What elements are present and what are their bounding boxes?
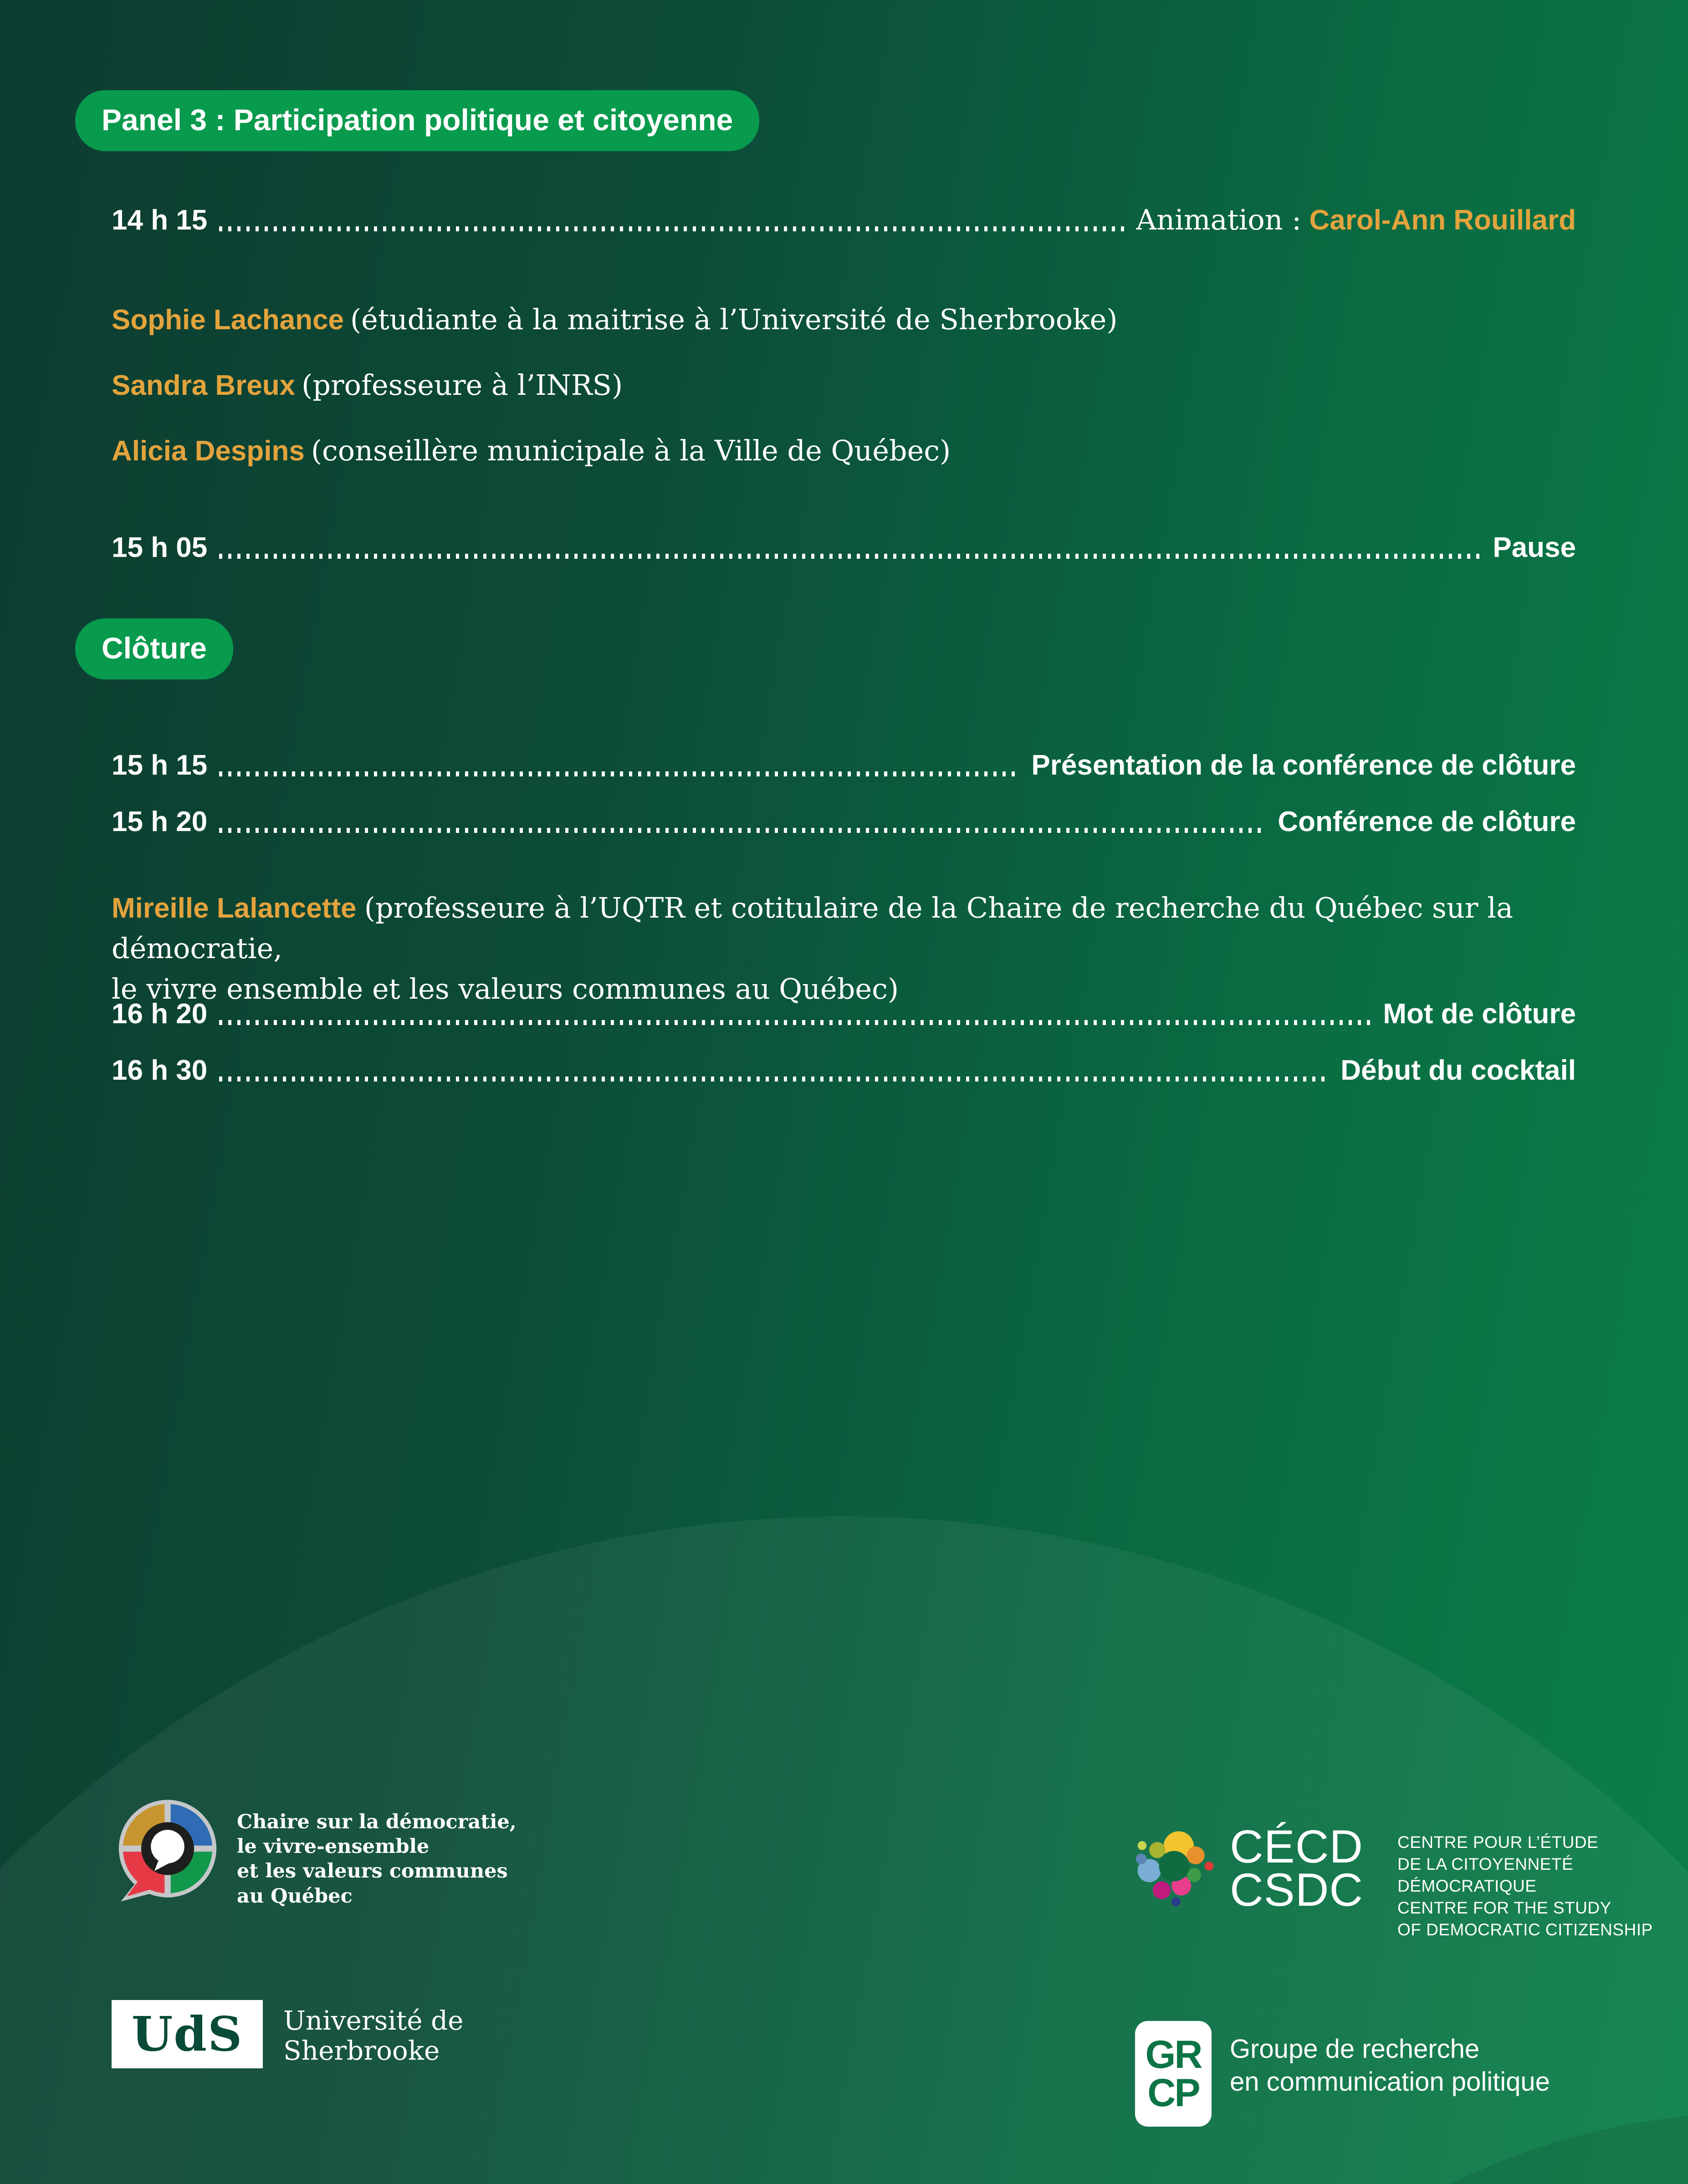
schedule-time: 15 h 15 bbox=[112, 750, 208, 781]
uds-line1: Université de bbox=[283, 2005, 464, 2036]
speaker-name: Sandra Breux bbox=[112, 370, 296, 401]
dotted-leader bbox=[219, 1020, 1371, 1025]
speaker-detail: (conseillère municipale à la Ville de Québec) bbox=[311, 434, 951, 467]
schedule-label: Conférence de clôture bbox=[1278, 806, 1576, 837]
dotted-leader bbox=[219, 1077, 1329, 1082]
speaker-name: Alicia Despins bbox=[112, 435, 305, 467]
schedule-row-cocktail bbox=[112, 1056, 1576, 1085]
speaker-detail: (professeure à l’INRS) bbox=[302, 368, 623, 402]
dotted-leader bbox=[219, 554, 1481, 559]
cecd-logo bbox=[1130, 1820, 1219, 1909]
speaker-detail-line2: le vivre ensemble et les valeurs communes au Québec) bbox=[112, 972, 899, 1006]
uds-acronym: UdS bbox=[131, 2006, 243, 2062]
speaker-row bbox=[112, 304, 1118, 336]
grcp-line2: en communication politique bbox=[1230, 2067, 1550, 2097]
chaire-line3: et les valeurs communes bbox=[237, 1860, 508, 1883]
dotted-leader bbox=[219, 828, 1266, 833]
grcp-acronym-top: GR bbox=[1145, 2032, 1202, 2077]
animation-prefix: Animation : bbox=[1136, 203, 1302, 236]
schedule-time: 15 h 20 bbox=[112, 806, 208, 837]
schedule-time: 14 h 15 bbox=[112, 204, 208, 236]
schedule-row-animation bbox=[112, 203, 1576, 236]
speaker-detail: (étudiante à la maitrise à l’Université de Sherbrooke) bbox=[350, 303, 1118, 336]
chaire-democratie-title bbox=[237, 1810, 517, 1908]
cecd-full-name bbox=[1397, 1832, 1688, 1941]
schedule-time: 16 h 30 bbox=[112, 1055, 208, 1086]
speaker-name: Mireille Lalancette bbox=[112, 893, 357, 924]
chaire-line4: au Québec bbox=[237, 1884, 353, 1908]
schedule-time: 16 h 20 bbox=[112, 998, 208, 1030]
grcp-line1: Groupe de recherche bbox=[1230, 2034, 1480, 2064]
uds-full-name bbox=[283, 2005, 463, 2066]
cecd-line4: OF DEMOCRATIC CITIZENSHIP bbox=[1397, 1920, 1653, 1939]
grcp-acronym-bottom: CP bbox=[1147, 2071, 1199, 2115]
dotted-leader bbox=[219, 771, 1019, 776]
schedule-label: Présentation de la conférence de clôture bbox=[1031, 750, 1576, 781]
chaire-democratie-logo bbox=[115, 1798, 220, 1903]
speaker-detail-line1: (professeure à l’UQTR et cotitulaire de la Chaire de recherche du Québec sur la démocratie, bbox=[112, 891, 1513, 965]
schedule-label bbox=[1136, 203, 1576, 236]
uds-logo-box bbox=[112, 2000, 263, 2068]
grcp-logo-box bbox=[1135, 2021, 1212, 2127]
cecd-line1: CENTRE POUR L’ÉTUDE bbox=[1397, 1833, 1599, 1852]
section-badge-cloture: Clôture bbox=[75, 618, 233, 679]
speaker-block-keynote bbox=[112, 888, 1611, 1010]
section-badge-panel3: Panel 3 : Participation politique et citoyenne bbox=[75, 90, 759, 151]
schedule-row-conference bbox=[112, 808, 1576, 836]
cecd-acronym-en: CSDC bbox=[1230, 1863, 1364, 1916]
uds-line2: Sherbrooke bbox=[283, 2035, 440, 2067]
schedule-row-pause bbox=[112, 534, 1576, 562]
animation-host-name: Carol-Ann Rouillard bbox=[1309, 204, 1576, 236]
cecd-acronym-fr: CÉCD bbox=[1230, 1821, 1364, 1873]
speaker-row bbox=[112, 370, 623, 401]
cecd-acronyms bbox=[1230, 1821, 1364, 1916]
chaire-line1: Chaire sur la démocratie, bbox=[237, 1811, 517, 1833]
schedule-time: 15 h 05 bbox=[112, 532, 208, 563]
schedule-label: Mot de clôture bbox=[1383, 998, 1576, 1030]
schedule-label: Pause bbox=[1493, 532, 1576, 563]
speaker-row bbox=[112, 435, 951, 467]
chaire-line2: le vivre-ensemble bbox=[237, 1835, 430, 1858]
grcp-full-name bbox=[1230, 2033, 1550, 2098]
speaker-name: Sophie Lachance bbox=[112, 304, 344, 336]
schedule-row-presentation bbox=[112, 751, 1576, 780]
cecd-line2: DE LA CITOYENNETÉ DÉMOCRATIQUE bbox=[1397, 1855, 1574, 1896]
dotted-leader bbox=[219, 226, 1124, 231]
schedule-row-mot-cloture bbox=[112, 1000, 1576, 1028]
cecd-line3: CENTRE FOR THE STUDY bbox=[1397, 1898, 1611, 1918]
schedule-label: Début du cocktail bbox=[1340, 1055, 1576, 1086]
